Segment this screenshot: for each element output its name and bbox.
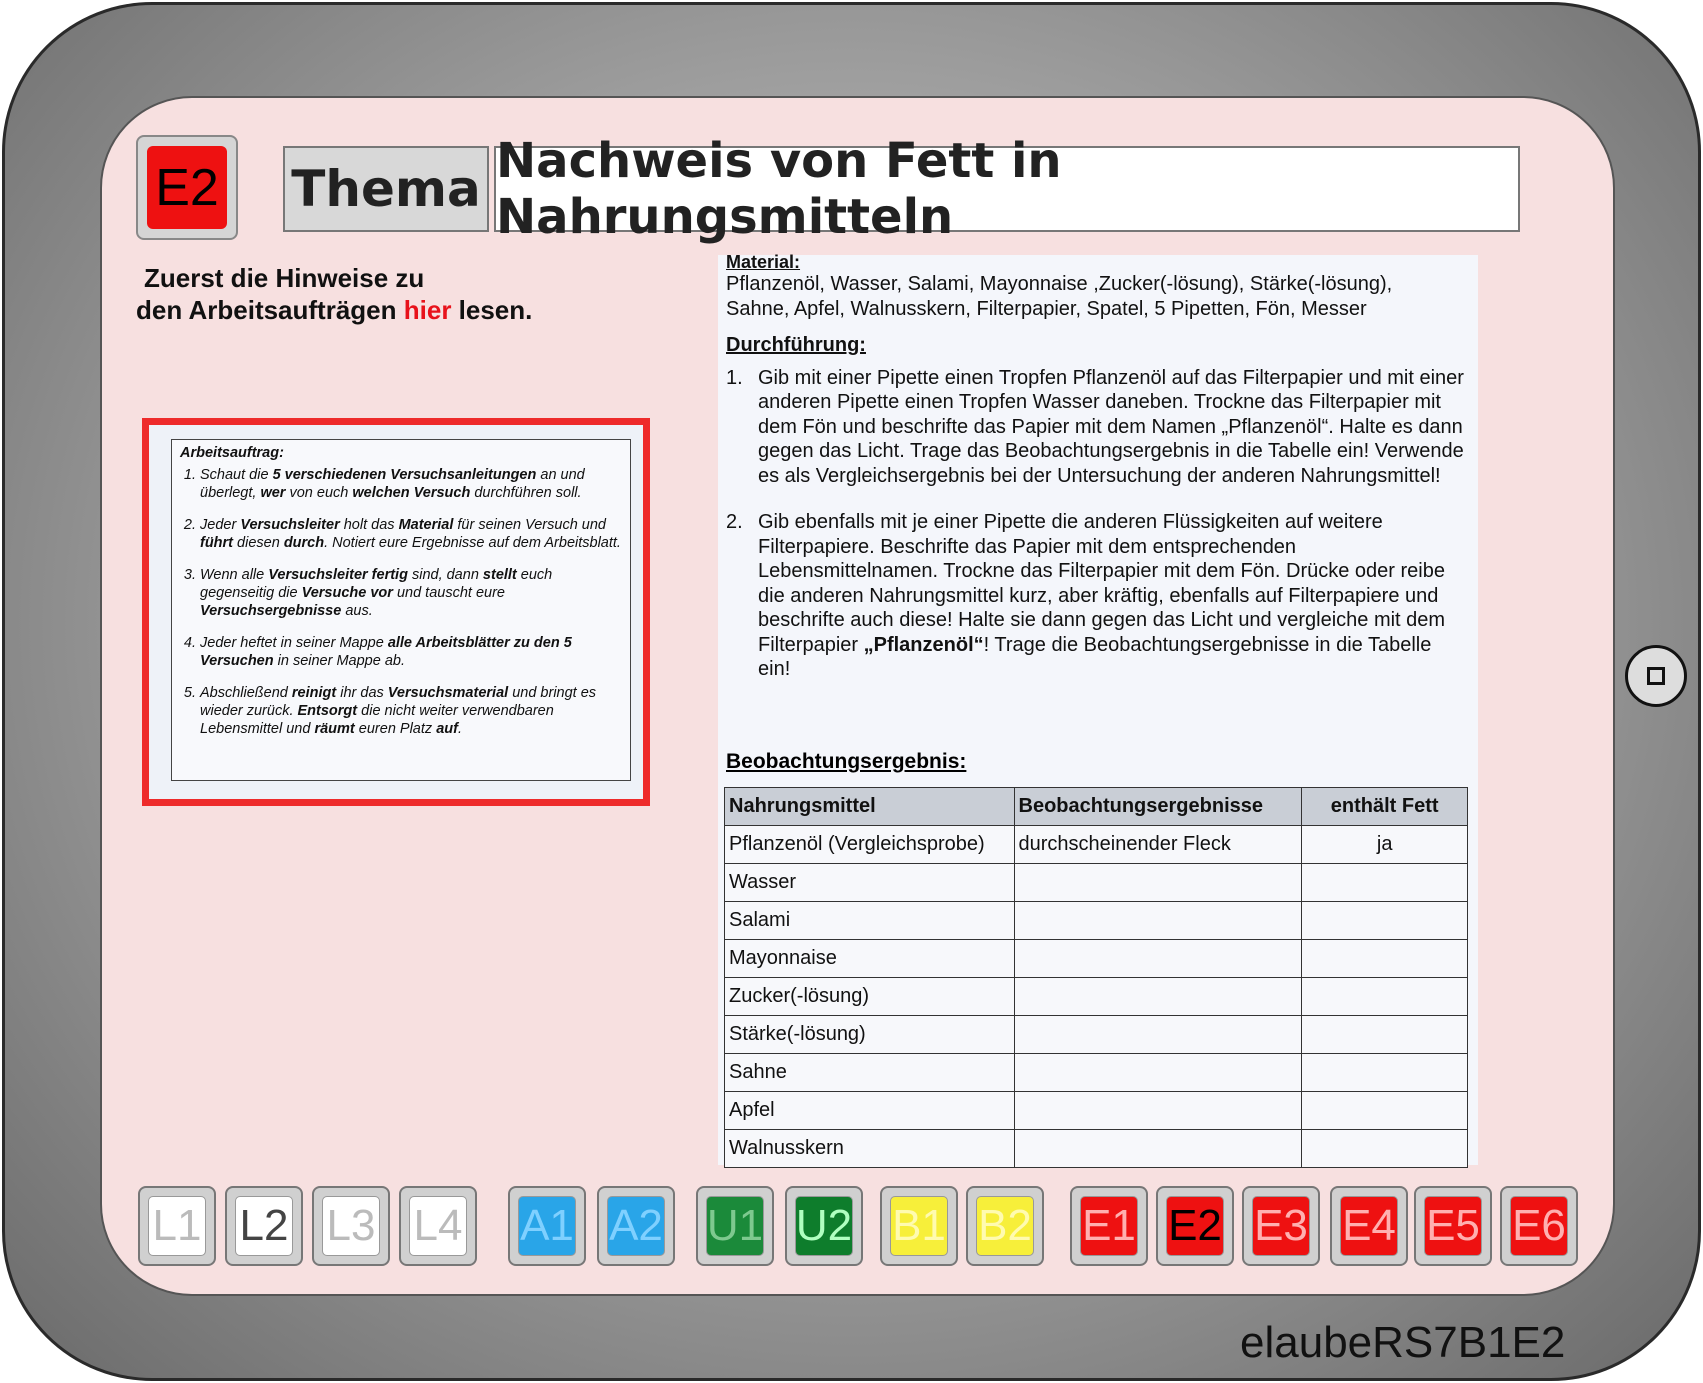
task-card[interactable] [142, 418, 650, 806]
cell-fat[interactable] [1302, 940, 1468, 978]
nav-button-A2[interactable] [597, 1186, 675, 1266]
task-item-text: . [457, 721, 462, 737]
nav-button-A1[interactable] [508, 1186, 586, 1266]
nav-label: U2 [795, 1196, 853, 1256]
nav-label: L2 [235, 1196, 293, 1256]
cell-food: Zucker(-lösung) [725, 978, 1015, 1016]
home-button[interactable] [1625, 645, 1687, 707]
unit-badge [136, 135, 238, 240]
nav-label: L4 [409, 1196, 467, 1256]
task-item-text: Wenn alle [200, 567, 269, 583]
task-item-text: Jeder heftet in seiner Mappe [200, 635, 388, 651]
task-item-bold: Versuchsergebnisse [200, 603, 342, 619]
page-title: Nachweis von Fett in Nahrungsmitteln [494, 146, 1520, 232]
task-item [200, 516, 622, 552]
nav-label: B1 [890, 1196, 948, 1256]
nav-button-E1[interactable] [1070, 1186, 1148, 1266]
cell-observation[interactable] [1014, 978, 1302, 1016]
nav-label: B2 [976, 1196, 1034, 1256]
nav-label: A1 [518, 1196, 576, 1256]
task-list [180, 466, 622, 738]
task-item-bold: Material [398, 517, 454, 533]
nav-button-L1[interactable] [138, 1186, 216, 1266]
nav-button-E5[interactable] [1414, 1186, 1492, 1266]
cell-fat[interactable] [1302, 902, 1468, 940]
cell-food: Apfel [725, 1092, 1015, 1130]
nav-button-L3[interactable] [312, 1186, 390, 1266]
cell-fat[interactable] [1302, 978, 1468, 1016]
task-item-text: sind, dann [407, 567, 483, 583]
nav-button-B2[interactable] [966, 1186, 1044, 1266]
task-item-bold: durch [283, 535, 325, 551]
hint-line-1: Zuerst die Hinweise zu [144, 263, 425, 293]
step-text: Gib ebenfalls mit je einer Pipette die anderen Flüssigkeiten auf weitere Filterpapiere. Beschrifte das Papier mit dem entsprechenden Lebensmittelnamen. Trockne das Filterpapier mit dem Fön. Drücke oder reibe die anderen Nahrungsmittel kurz, aber kräftig, ebenfalls auf Filterpapiere und beschrifte auch diese! Halte sie dann gegen das Licht und vergleiche mit dem Filterpapier [758, 511, 1446, 656]
procedure-step [726, 510, 1466, 682]
nav-button-E2[interactable] [1156, 1186, 1234, 1266]
worksheet-text [726, 252, 1466, 704]
nav-button-E3[interactable] [1242, 1186, 1320, 1266]
task-item-text: in seiner Mappe ab. [273, 653, 405, 669]
nav-label: U1 [706, 1196, 764, 1256]
task-item-text: durchführen soll. [470, 485, 582, 501]
square-icon [1647, 667, 1665, 685]
col-header-fat: enthält Fett [1302, 788, 1468, 826]
task-item-text: ihr das [336, 685, 388, 701]
table-row [725, 978, 1468, 1016]
task-item-text: . Notiert eure Ergebnisse auf dem Arbeitsblatt. [324, 535, 621, 551]
task-item-text: und tauscht eure [392, 585, 505, 601]
col-header-observation: Beobachtungsergebnisse [1014, 788, 1302, 826]
cell-fat[interactable] [1302, 1054, 1468, 1092]
nav-label: L1 [148, 1196, 206, 1256]
task-item-text: diesen [233, 535, 284, 551]
task-item-bold: Versuchsleiter [240, 517, 340, 533]
task-item-text: von euch [285, 485, 353, 501]
step-number: 2. [726, 511, 743, 533]
task-item-bold: Versuchsmaterial [387, 685, 509, 701]
nav-label: E4 [1340, 1196, 1398, 1256]
task-item-bold: stellt [482, 567, 517, 583]
nav-button-E4[interactable] [1330, 1186, 1408, 1266]
nav-label: E6 [1510, 1196, 1568, 1256]
table-row [725, 940, 1468, 978]
task-item [200, 566, 622, 620]
cell-observation[interactable] [1014, 1130, 1302, 1168]
cell-fat[interactable] [1302, 1092, 1468, 1130]
task-item-bold: Entsorgt [297, 703, 358, 719]
task-item-bold: Versuche vor [301, 585, 393, 601]
task-item-bold: Versuchsleiter fertig [268, 567, 408, 583]
table-row [725, 864, 1468, 902]
cell-fat[interactable]: ja [1302, 826, 1468, 864]
nav-button-L4[interactable] [399, 1186, 477, 1266]
cell-observation[interactable] [1014, 1016, 1302, 1054]
task-item-text: und bringt es wieder zurück. [200, 685, 597, 719]
material-text: Pflanzenöl, Wasser, Salami, Mayonnaise ,Zucker(-lösung), Stärke(-lösung), Sahne, Apfel, Walnusskern, Filterpapier, Spatel, 5 Pipetten, Fön, Messer [726, 273, 1393, 320]
nav-button-U2[interactable] [785, 1186, 863, 1266]
nav-button-E6[interactable] [1500, 1186, 1578, 1266]
task-content [171, 439, 631, 781]
task-item [200, 684, 622, 738]
procedure-steps [726, 366, 1466, 682]
observation-heading: Beobachtungsergebnis: [726, 750, 967, 773]
unit-badge-label: E2 [147, 146, 227, 229]
task-item-text: die nicht weiter verwendbaren Lebensmittel und [200, 703, 554, 737]
cell-food: Mayonnaise [725, 940, 1015, 978]
cell-food: Stärke(-lösung) [725, 1016, 1015, 1054]
nav-label: E1 [1080, 1196, 1138, 1256]
cell-fat[interactable] [1302, 1130, 1468, 1168]
nav-label: E5 [1424, 1196, 1482, 1256]
nav-label: A2 [607, 1196, 665, 1256]
nav-label: E3 [1252, 1196, 1310, 1256]
table-row [725, 902, 1468, 940]
task-item-text: Jeder [200, 517, 241, 533]
step-text-post: ! Trage die Beobachtungsergebnisse in die Tabelle ein! [758, 633, 1432, 680]
cell-food: Walnusskern [725, 1130, 1015, 1168]
thema-label: Thema [283, 146, 489, 232]
nav-button-B1[interactable] [880, 1186, 958, 1266]
cell-food: Sahne [725, 1054, 1015, 1092]
task-item-text: an und überlegt, [200, 467, 585, 501]
task-item [200, 466, 622, 502]
material-heading: Material: [726, 252, 801, 272]
task-item-bold: 5 verschiedenen Versuchsanleitungen [272, 467, 537, 483]
task-heading: Arbeitsauftrag: [180, 445, 284, 461]
task-item-bold: räumt [314, 721, 355, 737]
nav-label: L3 [322, 1196, 380, 1256]
table-row [725, 826, 1468, 864]
cell-fat[interactable] [1302, 864, 1468, 902]
results-table [724, 787, 1468, 1168]
task-item-bold: führt [200, 535, 234, 551]
cell-observation[interactable]: durchscheinender Fleck [1014, 826, 1302, 864]
hint-link[interactable]: hier [403, 295, 452, 325]
cell-observation[interactable] [1014, 864, 1302, 902]
step-text-bold: „Pflanzenöl“ [863, 633, 984, 656]
cell-observation[interactable] [1014, 1092, 1302, 1130]
task-item-bold: wer [260, 485, 286, 501]
col-header-food: Nahrungsmittel [725, 788, 1015, 826]
table-row [725, 1016, 1468, 1054]
procedure-step [726, 366, 1466, 489]
footer-id: elaubeRS7B1E2 [1240, 1318, 1566, 1367]
hint-line-2-post: lesen. [451, 295, 533, 325]
task-item-text: für seinen Versuch und [453, 517, 606, 533]
hint-line-2 [136, 294, 532, 326]
table-row [725, 1092, 1468, 1130]
cell-food: Pflanzenöl (Vergleichsprobe) [725, 826, 1015, 864]
cell-observation[interactable] [1014, 940, 1302, 978]
nav-button-U1[interactable] [696, 1186, 774, 1266]
hint-text [136, 262, 532, 326]
nav-label: E2 [1166, 1196, 1224, 1256]
table-row [725, 1130, 1468, 1168]
task-item-text: euch gegenseitig die [200, 567, 553, 601]
hint-line-2-pre: den Arbeitsaufträgen [136, 295, 404, 325]
cell-food: Salami [725, 902, 1015, 940]
task-item-text: euren Platz [354, 721, 437, 737]
task-item-text: Schaut die [200, 467, 273, 483]
task-item-text: holt das [339, 517, 399, 533]
cell-observation[interactable] [1014, 1054, 1302, 1092]
task-item-bold: alle Arbeitsblätter zu den 5 Versuchen [200, 635, 572, 669]
procedure-heading: Durchführung: [726, 334, 866, 356]
cell-observation[interactable] [1014, 902, 1302, 940]
task-item-bold: auf [436, 721, 458, 737]
task-item-bold: reinigt [291, 685, 337, 701]
cell-fat[interactable] [1302, 1016, 1468, 1054]
task-item-text: aus. [341, 603, 373, 619]
task-item-text: Abschließend [200, 685, 292, 701]
task-item [200, 634, 622, 670]
table-header-row [725, 788, 1468, 826]
table-row [725, 1054, 1468, 1092]
step-number: 1. [726, 366, 743, 389]
step-text: Gib mit einer Pipette einen Tropfen Pflanzenöl auf das Filterpapier und mit einer anderen Pipette einen Tropfen Wasser daneben. Trockne das Filterpapier mit dem Fön und beschrifte das Papier mit dem Namen „Pflanzenöl“. Halte es dann gegen das Licht. Trage das Beobachtungsergebnis in die Tabelle ein! Verwende es als Vergleichsergebnis bei der Untersuchung der anderen Nahrungsmittel! [758, 366, 1464, 487]
nav-button-L2[interactable] [225, 1186, 303, 1266]
cell-food: Wasser [725, 864, 1015, 902]
task-item-bold: welchen Versuch [352, 485, 471, 501]
